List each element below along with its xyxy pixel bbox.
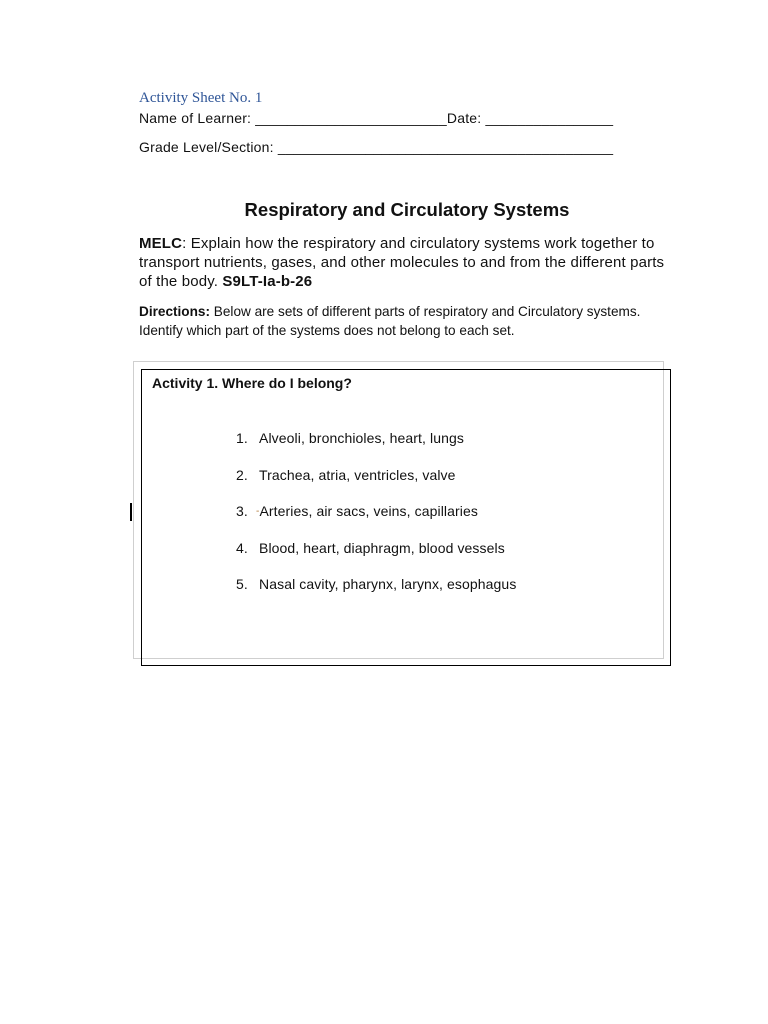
directions-label: Directions: — [139, 304, 211, 319]
grade-level-section-line: Grade Level/Section: __________________________________________ — [139, 139, 614, 155]
melc-paragraph — [139, 234, 679, 291]
directions-text: Below are sets of different parts of respiratory and Circulatory systems. Identify which part of the systems does not belong to each set. — [139, 304, 641, 338]
item-text: Blood, heart, diaphragm, blood vessels — [259, 539, 505, 556]
document-title: Respiratory and Circulatory Systems — [244, 199, 570, 220]
learner-name-date-line: Name of Learner: ________________________Date: ________________ — [139, 110, 614, 126]
item-number: 4. — [236, 539, 248, 556]
list-item — [236, 503, 516, 540]
activity-heading: Activity 1. Where do I belong? — [152, 375, 352, 391]
text-cursor-mark — [130, 503, 132, 521]
item-number: 1. — [236, 430, 248, 446]
sheet-title: Activity Sheet No. 1 — [139, 90, 263, 106]
melc-label: MELC — [139, 235, 183, 252]
melc-code: S9LT-Ia-b-26 — [222, 273, 313, 290]
list-item — [236, 430, 516, 467]
list-item — [236, 576, 516, 613]
directions-paragraph — [139, 302, 679, 340]
list-item — [236, 467, 516, 504]
item-number: 3. — [236, 503, 248, 519]
item-text: Trachea, atria, ventricles, valve — [259, 466, 456, 483]
activity-item-list — [236, 430, 516, 613]
item-text: Alveoli, bronchioles, heart, lungs — [259, 430, 464, 446]
item-number: 2. — [236, 466, 248, 483]
item-text: Nasal cavity, pharynx, larynx, esophagus — [259, 576, 517, 592]
item-number: 5. — [236, 576, 248, 592]
melc-text: : Explain how the respiratory and circulatory systems work together to transport nutrients, gases, and other molecules to and from the different parts of the body. — [139, 235, 665, 290]
edit-mark-icon: - — [256, 506, 260, 517]
item-text: Arteries, air sacs, veins, capillaries — [259, 503, 478, 519]
list-item — [236, 540, 516, 577]
